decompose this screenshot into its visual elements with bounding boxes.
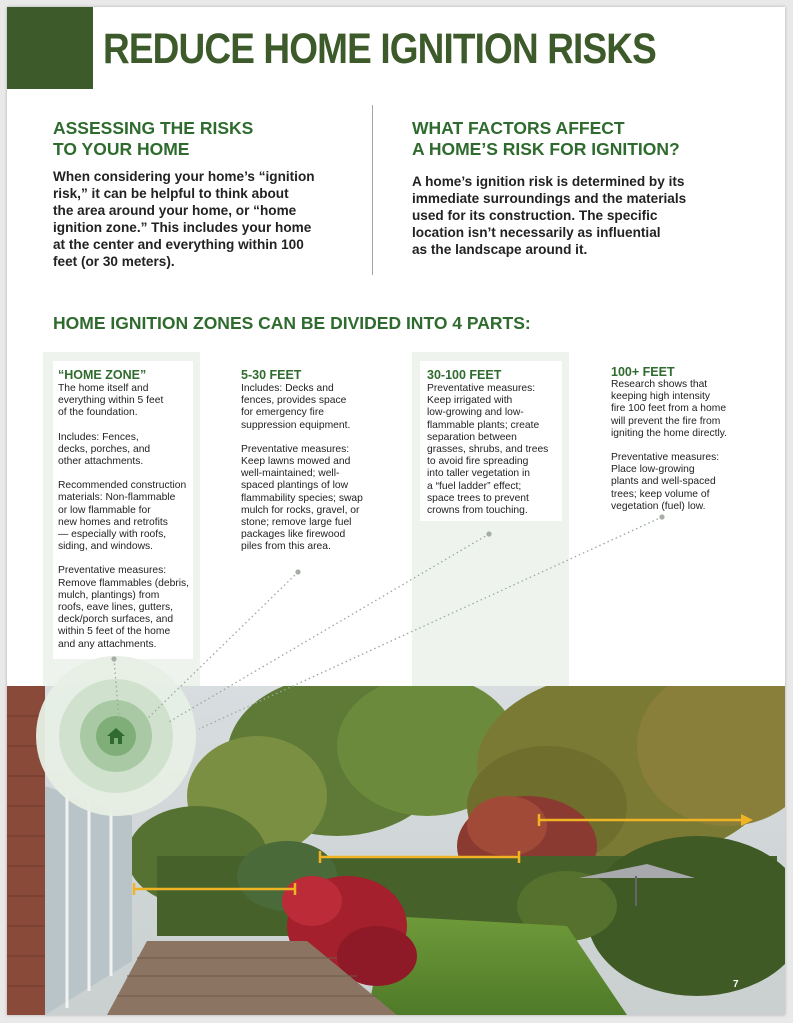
text-line: other attachments. [58, 456, 144, 468]
text-line: roofs, eave lines, gutters, [58, 602, 174, 614]
text-line: a “fuel ladder” effect; [427, 480, 522, 492]
text-line: piles from this area. [241, 541, 331, 553]
body-line: When considering your home’s “ignition [53, 169, 315, 184]
garden-photo [7, 686, 785, 1015]
text-line: separation between [427, 431, 517, 443]
text-line: well-maintained; well- [241, 468, 340, 480]
zone-1-text [58, 383, 189, 651]
body-line: location isn’t necessarily as influential [412, 225, 661, 240]
text-line: Remove flammables (debris, [58, 577, 190, 589]
text-line: Recommended construction [58, 480, 187, 492]
text-line: of the foundation. [58, 407, 138, 419]
text-line: plants and well-spaced [611, 476, 716, 488]
body-line: A home’s ignition risk is determined by its [412, 174, 685, 189]
zones-heading: HOME IGNITION ZONES CAN BE DIVIDED INTO 4 PARTS: [53, 313, 531, 333]
text-line: Place low-growing [611, 464, 695, 476]
body-line: ignition zone.” This includes your home [53, 220, 312, 235]
text-line: decks, porches, and [58, 443, 151, 455]
text-line: and any attachments. [58, 638, 157, 650]
text-line: Preventative measures: [58, 565, 167, 577]
text-line: grasses, shrubs, and trees [427, 444, 549, 456]
heading-line: A HOME’S RISK FOR IGNITION? [412, 139, 680, 159]
text-line: trees; keep volume of [611, 488, 710, 500]
zone-2-title: 5-30 FEET [241, 368, 302, 382]
text-line: Preventative measures: [241, 443, 350, 455]
text-line: flammability species; swap [241, 492, 363, 504]
text-line: new homes and retrofits [58, 516, 168, 528]
text-line: crowns from touching. [427, 505, 528, 517]
text-line: will prevent the fire from [611, 415, 721, 427]
heading-line: TO YOUR HOME [53, 139, 190, 159]
text-line: spaced plantings of low [241, 480, 349, 492]
body-line: used for its construction. The specific [412, 208, 658, 223]
zone-4-text [611, 379, 727, 513]
text-line: igniting the home directly. [611, 427, 727, 439]
text-line: Preventative measures: [427, 383, 536, 394]
text-line: flammable plants; create [427, 419, 540, 431]
text-line: Keep lawns mowed and [241, 456, 351, 468]
zone-2-text [241, 383, 363, 554]
page-number: 7 [733, 979, 739, 990]
text-line: deck/porch surfaces, and [58, 614, 174, 626]
right-column-body [412, 173, 686, 258]
document-page [7, 7, 785, 1015]
page-title: REDUCE HOME IGNITION RISKS [103, 25, 656, 73]
text-line: stone; remove large fuel [241, 517, 352, 529]
left-column-body [53, 168, 315, 270]
text-line: within 5 feet of the home [58, 626, 171, 638]
text-line: Keep irrigated with [427, 395, 513, 407]
zone-4-title: 100+ FEET [611, 365, 675, 379]
body-line: the area around your home, or “home [53, 203, 297, 218]
title-accent-block [7, 7, 93, 89]
left-column-heading [53, 118, 253, 160]
text-line: Includes: Decks and [241, 383, 334, 394]
body-line: risk,” it can be helpful to think about [53, 186, 289, 201]
text-line: vegetation (fuel) low. [611, 500, 706, 512]
text-line: fire 100 feet from a home [611, 403, 727, 415]
text-line: packages like firewood [241, 529, 346, 541]
body-line: immediate surroundings and the materials [412, 191, 687, 206]
text-line: keeping high intensity [611, 391, 711, 403]
text-line: Preventative measures: [611, 452, 720, 464]
body-line: feet (or 30 meters). [53, 254, 175, 269]
text-line: fences, provides space [241, 395, 347, 407]
heading-line: WHAT FACTORS AFFECT [412, 118, 625, 138]
body-line: as the landscape around it. [412, 242, 588, 257]
text-line: mulch, plantings) from [58, 589, 160, 601]
column-divider [372, 105, 373, 275]
right-column-heading [412, 118, 680, 160]
text-line: mulch for rocks, gravel, or [241, 504, 360, 516]
text-line: everything within 5 feet [58, 395, 164, 407]
zone-1-title: “HOME ZONE” [58, 368, 147, 382]
text-line: into taller vegetation in [427, 468, 531, 480]
text-line: The home itself and [58, 383, 149, 394]
body-line: at the center and everything within 100 [53, 237, 304, 252]
text-line: space trees to prevent [427, 492, 529, 504]
text-line: materials: Non-flammable [58, 492, 176, 504]
text-line: suppression equipment. [241, 419, 351, 431]
text-line: Research shows that [611, 379, 708, 390]
text-line: siding, and windows. [58, 541, 154, 553]
text-line: Includes: Fences, [58, 431, 139, 443]
text-line: to avoid fire spreading [427, 456, 529, 468]
zone-3-title: 30-100 FEET [427, 368, 502, 382]
text-line: low-growing and low- [427, 407, 524, 419]
text-line: or low flammable for [58, 504, 151, 516]
zone-3-text [427, 383, 548, 517]
heading-line: ASSESSING THE RISKS [53, 118, 254, 138]
text-line: — especially with roofs, [58, 529, 167, 541]
text-line: for emergency fire [241, 407, 324, 419]
